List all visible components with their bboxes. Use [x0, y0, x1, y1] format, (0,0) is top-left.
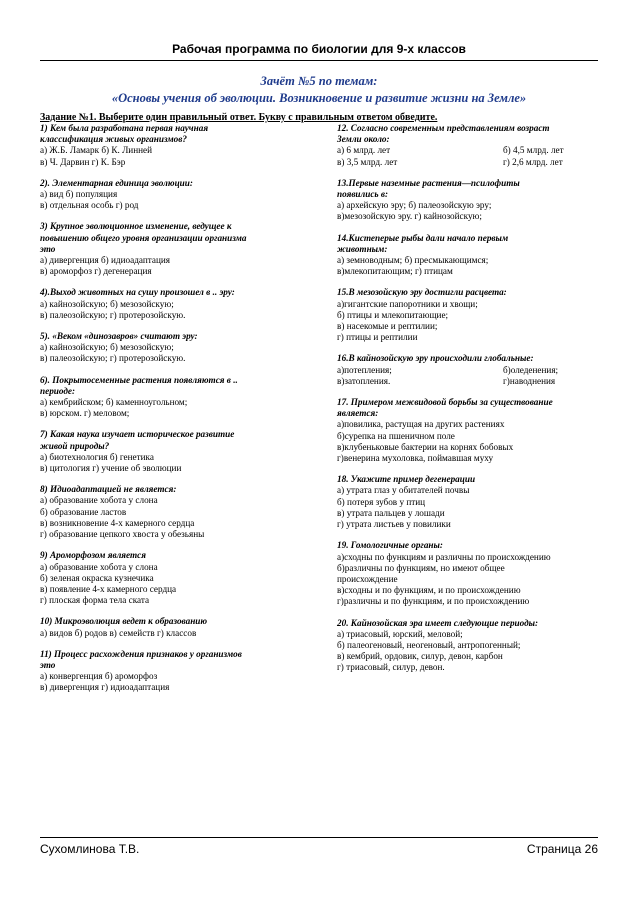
answer-option[interactable]: г)наводнения: [503, 375, 556, 386]
answer-option[interactable]: а) образование хобота у слона: [40, 561, 158, 572]
answer-option[interactable]: в) палеозойскую; г) протерозойскую.: [40, 353, 186, 364]
question-title: животным:: [337, 243, 388, 254]
question-q13: [337, 178, 599, 223]
answer-option[interactable]: б) зеленая окраска кузнечика: [40, 572, 154, 583]
answer-option[interactable]: а) конвергенция б) ароморфоз: [40, 671, 158, 682]
answer-option[interactable]: в) цитология г) учение об эволюции: [40, 463, 182, 474]
answer-option[interactable]: в) дивергенция г) идиоадаптация: [40, 682, 170, 693]
answer-option[interactable]: б) образование ластов: [40, 506, 127, 517]
question-q6: [40, 375, 312, 420]
question-title: 13.Первые наземные растения—псилофиты: [337, 177, 520, 188]
footer-author: Сухомлинова Т.В.: [40, 842, 140, 856]
question-title: 19. Гомологичные органы:: [337, 540, 443, 551]
answer-option[interactable]: в) появление 4-х камерного сердца: [40, 583, 177, 594]
answer-option[interactable]: г) плоская форма тела ската: [40, 595, 150, 606]
question-title: 9) Ароморфозом является: [40, 550, 146, 561]
answer-option[interactable]: а) биотехнология б) генетика: [40, 451, 154, 462]
question-title: является:: [337, 408, 379, 419]
question-q14: [337, 233, 599, 278]
question-q7: [40, 429, 312, 474]
question-q3: [40, 221, 312, 277]
question-title: 12. Согласно современным представлениям возраст: [337, 123, 550, 133]
answer-option[interactable]: а) Ж.Б. Ламарк б) К. Линней: [40, 145, 153, 156]
answer-option[interactable]: в) Ч. Дарвин г) К. Бэр: [40, 156, 126, 167]
answer-option[interactable]: г) 2,6 млрд. лет: [503, 156, 563, 167]
question-title: повышению общего уровня организации организма: [40, 232, 247, 243]
answer-option[interactable]: б) палеогеновый, неогеновый, антропогенный;: [337, 639, 521, 650]
answer-option[interactable]: а) дивергенция б) идиоадаптация: [40, 255, 171, 266]
answer-option[interactable]: г) образование цепкого хвоста у обезьяны: [40, 529, 205, 540]
answer-option[interactable]: а) кембрийском; б) каменноугольном;: [40, 397, 188, 408]
question-title: 14.Кистеперые рыбы дали начало первым: [337, 232, 509, 243]
question-q19: [337, 540, 599, 607]
answer-option[interactable]: в) возникновение 4-х камерного сердца: [40, 517, 195, 528]
question-title: 15.В мезозойскую эру достигли расцвета:: [337, 287, 507, 298]
header-divider: [40, 60, 598, 61]
question-q2: [40, 178, 312, 212]
question-title: Земли около:: [337, 134, 390, 145]
question-title: 2). Элементарная единица эволюции:: [40, 177, 193, 188]
question-title: 7) Какая наука изучает историческое развитие: [40, 429, 235, 440]
answer-option[interactable]: б)оледенения;: [503, 364, 559, 375]
answer-option[interactable]: б)различны по функциям, но имеют общее: [337, 562, 505, 573]
footer-page-number: Страница 26: [526, 842, 598, 856]
answer-option[interactable]: в) утрата пальцев у лошади: [337, 507, 445, 518]
document-title-line-1: Зачёт №5 по темам:: [260, 74, 378, 88]
answer-option[interactable]: в) кембрий, ордовик, силур, девон, карбон: [337, 651, 503, 662]
left-column: [40, 123, 312, 704]
footer-divider: [40, 837, 598, 838]
answer-row: [337, 157, 599, 168]
answer-option[interactable]: в) 3,5 млрд. лет: [337, 156, 398, 167]
right-column: [337, 123, 599, 684]
question-q18: [337, 474, 599, 530]
question-q17: [337, 397, 599, 464]
question-title: 6). Покрытосеменные растения появляются в ..: [40, 374, 238, 385]
answer-row: [337, 145, 599, 156]
question-title: 4).Выход животных на сушу произошел в .. эру:: [40, 287, 235, 298]
answer-option[interactable]: а) утрата глаз у обитателей почвы: [337, 485, 470, 496]
answer-option[interactable]: г)венерина мухоловка, поймавшая муху: [337, 453, 494, 464]
answer-option[interactable]: б)сурепка на пшеничном поле: [337, 430, 455, 441]
question-title: живой природы?: [40, 440, 110, 451]
answer-option[interactable]: в)клубеньковые бактерии на корнях бобовых: [337, 441, 514, 452]
answer-option[interactable]: г) триасовый, силур, девон.: [337, 662, 445, 673]
question-title: 11) Процесс расхождения признаков у организмов: [40, 648, 242, 659]
answer-option[interactable]: б) 4,5 млрд. лет: [503, 145, 564, 156]
answer-option[interactable]: г) птицы и рептилии: [337, 332, 418, 343]
question-title: 18. Укажите пример дегенерации: [337, 474, 476, 485]
answer-option[interactable]: б) птицы и млекопитающие;: [337, 309, 449, 320]
question-q4: [40, 287, 312, 321]
question-q9: [40, 550, 312, 606]
answer-option[interactable]: а) архейскую эру; б) палеозойскую эру;: [337, 200, 492, 211]
answer-option[interactable]: в)млекопитающим; г) птицам: [337, 266, 453, 277]
answer-option[interactable]: в) палеозойскую; г) протерозойскую.: [40, 309, 186, 320]
question-title: периоде:: [40, 385, 76, 396]
answer-option[interactable]: происхождение: [337, 573, 398, 584]
question-q20: [337, 618, 599, 674]
question-q15: [337, 287, 599, 343]
answer-option[interactable]: а) 6 млрд. лет: [337, 145, 391, 156]
document-title: [0, 73, 638, 107]
question-q5: [40, 331, 312, 365]
question-q11: [40, 649, 312, 694]
answer-option[interactable]: а) земноводным; б) пресмыкающимся;: [337, 255, 489, 266]
answer-option[interactable]: в)затопления.: [337, 375, 391, 386]
question-title: 3) Крупное эволюционное изменение, ведущее к: [40, 221, 232, 232]
question-title: это: [40, 243, 56, 254]
answer-option[interactable]: б) потеря зубов у птиц: [337, 496, 426, 507]
question-title: 8) Идиоадаптацией не является:: [40, 484, 177, 495]
question-title: появились в:: [337, 189, 389, 200]
answer-option[interactable]: а) кайнозойскую; б) мезозойскую;: [40, 342, 174, 353]
answer-row: [337, 365, 599, 376]
question-title: 17. Примером межвидовой борьбы за существование: [337, 397, 553, 408]
answer-option[interactable]: г)различны и по функциям, и по происхождению: [337, 596, 530, 607]
answer-option[interactable]: в) юрском. г) меловом;: [40, 408, 130, 419]
answer-option[interactable]: а) кайнозойскую; б) мезозойскую;: [40, 298, 174, 309]
answer-option[interactable]: в) ароморфоз г) дегенерация: [40, 266, 152, 277]
answer-option[interactable]: в)сходны и по функциям, и по происхождению: [337, 585, 521, 596]
question-q10: [40, 616, 312, 638]
question-q8: [40, 484, 312, 540]
answer-option[interactable]: в) отдельная особь г) род: [40, 200, 139, 211]
answer-row: [337, 376, 599, 387]
question-title: классификация живых организмов?: [40, 134, 187, 145]
question-title: 10) Микроэволюция ведет к образованию: [40, 616, 208, 627]
question-title: 5). «Веком «динозавров» считают эру:: [40, 331, 198, 342]
page-header-title: Рабочая программа по биологии для 9-х классов: [172, 42, 466, 56]
answer-option[interactable]: а)гигантские папоротники и хвощи;: [337, 298, 478, 309]
question-title: это: [40, 659, 56, 670]
question-q12: [337, 123, 599, 168]
answer-option[interactable]: а) видов б) родов в) семейств г) классов: [40, 627, 197, 638]
document-title-line-2: «Основы учения об эволюции. Возникновение и развитие жизни на Земле»: [111, 91, 527, 105]
question-title: 20. Кайнозойская эра имеет следующие периоды:: [337, 617, 539, 628]
question-q16: [337, 353, 599, 387]
answer-option[interactable]: а)потепления;: [337, 364, 392, 375]
question-title: 1) Кем была разработана первая научная: [40, 123, 209, 133]
answer-option[interactable]: а)повилика, растущая на других растениях: [337, 419, 505, 430]
answer-option[interactable]: а) образование хобота у слона: [40, 495, 158, 506]
answer-option[interactable]: а) вид б) популяция: [40, 189, 118, 200]
question-q1: [40, 123, 312, 168]
task-instruction: Задание №1. Выберите один правильный ответ. Букву с правильным ответом обведите.: [40, 112, 438, 123]
answer-option[interactable]: в) насекомые и рептилии;: [337, 321, 438, 332]
answer-option[interactable]: а)сходны по функциям и различны по происхождению: [337, 551, 551, 562]
answer-option[interactable]: г) утрата листьев у повилики: [337, 519, 451, 530]
answer-option[interactable]: в)мезозойскую эру. г) кайнозойскую;: [337, 211, 482, 222]
answer-option[interactable]: а) триасовый, юрский, меловой;: [337, 628, 463, 639]
question-title: 16.В кайнозойскую эру происходили глобальные:: [337, 353, 534, 364]
